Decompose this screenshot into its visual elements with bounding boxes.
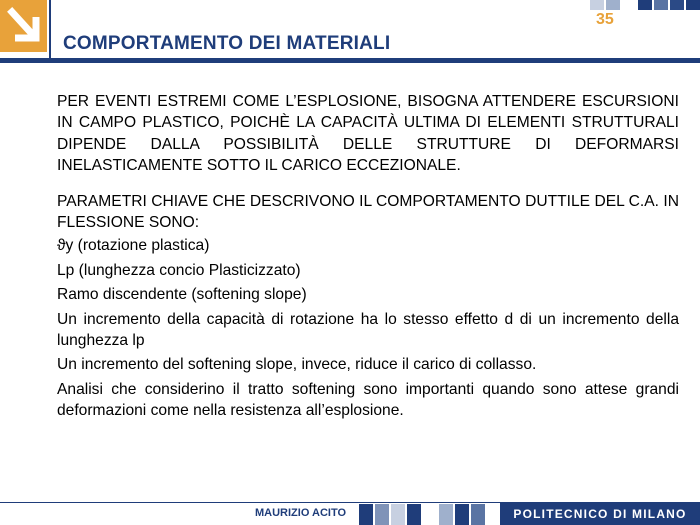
page-number: 35 (596, 11, 614, 28)
parameters-paragraph: PARAMETRI CHIAVE CHE DESCRIVONO IL COMPORTAMENTO DUTTILE DEL C.A. IN FLESSIONE SONO: (57, 192, 679, 232)
list-item: Un incremento della capacità di rotazione ha lo stesso effetto d di un incremento della lunghezza lp (57, 310, 679, 350)
header-divider (49, 0, 51, 60)
institution-logo: POLITECNICO DI MILANO (500, 503, 700, 525)
list-item: Ramo discendente (softening slope) (57, 286, 307, 304)
footer-author: MAURIZIO ACITO (255, 507, 347, 519)
intro-paragraph: PER EVENTI ESTREMI COME L’ESPLOSIONE, BISOGNA ATTENDERE ESCURSIONI IN CAMPO PLASTICO, POICHÈ LA CAPACITÀ ULTIMA DI ELEMENTI STRUTTURALI DIPENDE DALLA POSSIBILITÀ DELLE STRUTTURE DI DEFORMARSI INELASTICAMENTE SOTTO IL CARICO ECCEZIONALE. (57, 93, 679, 175)
footer-decoration (359, 504, 487, 525)
header-decoration (588, 0, 700, 10)
slide-content (57, 91, 679, 425)
logo (0, 0, 47, 52)
title-underline (0, 58, 700, 63)
list-item: Analisi che considerino il tratto softening sono importanti quando sono attese grandi deformazioni come nella resistenza all’esplosione. (57, 380, 679, 420)
list-item: ϑy (rotazione plastica) (57, 237, 210, 255)
arrow-down-right-icon (0, 0, 47, 52)
list-item: Lp (lunghezza concio Plasticizzato) (57, 261, 301, 279)
slide-title: COMPORTAMENTO DEI MATERIALI (63, 33, 391, 54)
list-item: Un incremento del softening slope, invece, riduce il carico di collasso. (57, 356, 537, 374)
